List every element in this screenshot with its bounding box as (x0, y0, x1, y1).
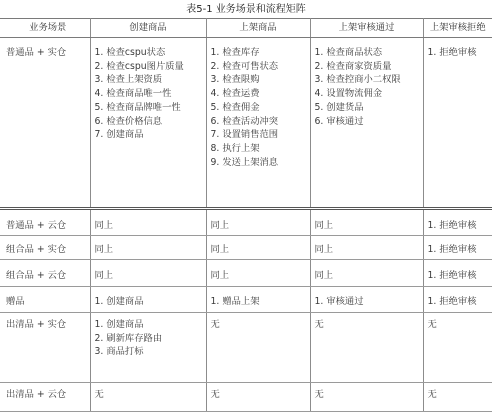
step-item: 同上 (94, 220, 114, 231)
step-item: 1. 创建商品 (94, 296, 144, 308)
step-item: 同上 (314, 243, 334, 255)
scenario-cell: 组合品 + 云仓 (0, 260, 90, 287)
step-list (95, 295, 206, 308)
table-cell (310, 287, 423, 313)
step-list (211, 269, 310, 282)
step-item: 无 (210, 318, 220, 330)
step-item: 无 (314, 318, 324, 330)
step-item: 2. 刷新库存路由 (94, 332, 163, 344)
step-item: 7. 设置销售范围 (210, 129, 279, 141)
step-item: 5. 检查商品牌唯一性 (94, 101, 181, 113)
step-item: 无 (427, 388, 437, 400)
table-cell (423, 312, 492, 382)
step-item: 2. 检查商家资质量 (314, 60, 392, 72)
table-cell (90, 382, 206, 411)
step-list (95, 318, 206, 359)
step-list (315, 295, 423, 308)
step-list (211, 318, 310, 331)
header-cell: 创建商品 (90, 19, 206, 38)
step-item: 3. 检查上架资质 (94, 74, 163, 86)
step-item: 4. 检查运费 (210, 88, 260, 100)
step-list (315, 46, 423, 128)
step-item: 1. 拒绝审核 (427, 270, 477, 282)
step-list (315, 219, 423, 232)
step-list (95, 243, 206, 256)
step-item: 3. 商品打标 (94, 346, 144, 358)
table-cell (310, 312, 423, 382)
table-cell (206, 312, 310, 382)
table-cell (206, 382, 310, 411)
step-list (95, 269, 206, 282)
step-list (428, 219, 492, 232)
step-item: 同上 (314, 270, 334, 282)
table-cell (310, 38, 423, 209)
table-row (0, 235, 492, 260)
step-item: 无 (314, 388, 324, 400)
table-cell (90, 235, 206, 260)
table-cell (90, 209, 206, 236)
step-list (315, 388, 423, 401)
step-item: 无 (210, 388, 220, 400)
step-item: 2. 检查可售状态 (210, 60, 279, 72)
table-cell (90, 38, 206, 209)
table-row (0, 312, 492, 382)
table-cell (423, 260, 492, 287)
step-item: 7. 创建商品 (94, 129, 144, 141)
scenario-cell: 出清品 + 云仓 (0, 382, 90, 411)
step-item: 无 (94, 388, 104, 400)
step-item: 同上 (314, 220, 334, 231)
table-cell (310, 260, 423, 287)
step-item: 1. 拒绝审核 (427, 243, 477, 255)
step-list (315, 269, 423, 282)
table-row (0, 382, 492, 411)
scenario-cell: 普通品 + 云仓 (0, 209, 90, 236)
step-item: 同上 (94, 243, 114, 255)
step-item: 同上 (210, 220, 230, 231)
header-cell: 上架审核拒绝 (423, 19, 492, 38)
table-cell (423, 287, 492, 313)
table-cell (206, 260, 310, 287)
step-list (211, 219, 310, 232)
step-item: 同上 (210, 243, 230, 255)
step-item: 1. 检查库存 (210, 47, 260, 58)
step-item: 1. 审核通过 (314, 296, 364, 308)
header-cell: 业务场景 (0, 19, 90, 38)
step-item: 1. 拒绝审核 (427, 220, 477, 231)
step-item: 3. 检查限购 (210, 74, 260, 86)
table-cell (90, 260, 206, 287)
step-item: 1. 拒绝审核 (427, 47, 477, 58)
step-item: 8. 执行上架 (210, 142, 260, 154)
step-item: 2. 检查cspu图片质量 (94, 60, 184, 72)
table-row (0, 209, 492, 236)
scenario-matrix-table (0, 18, 492, 412)
step-list (428, 269, 492, 282)
table-row (0, 287, 492, 313)
step-list (428, 46, 492, 59)
step-item: 9. 发送上架消息 (210, 156, 279, 168)
scenario-cell: 赠品 (0, 287, 90, 313)
step-list (428, 295, 492, 308)
table-cell (423, 209, 492, 236)
step-list (428, 243, 492, 256)
step-list (95, 219, 206, 232)
step-list (315, 243, 423, 256)
table-cell (206, 235, 310, 260)
step-item: 5. 创建货品 (314, 101, 364, 113)
step-item: 无 (427, 318, 437, 330)
step-list (95, 388, 206, 401)
table-row (0, 260, 492, 287)
step-item: 1. 赠品上架 (210, 296, 260, 308)
scenario-cell: 出清品 + 实仓 (0, 312, 90, 382)
step-item: 6. 检查价格信息 (94, 115, 163, 127)
step-item: 5. 检查佣金 (210, 101, 260, 113)
step-item: 1. 拒绝审核 (427, 296, 477, 308)
table-cell (90, 312, 206, 382)
table-row (0, 38, 492, 209)
table-cell (310, 209, 423, 236)
step-list (211, 295, 310, 308)
step-item: 6. 审核通过 (314, 115, 364, 127)
step-list (428, 318, 492, 331)
step-item: 1. 检查商品状态 (314, 47, 383, 58)
header-cell: 上架审核通过 (310, 19, 423, 38)
step-item: 3. 检查控商小二权限 (314, 74, 401, 86)
table-cell (206, 209, 310, 236)
table-cell (206, 287, 310, 313)
table-caption: 表5-1 业务场景和流程矩阵 (186, 4, 306, 15)
step-item: 同上 (210, 270, 230, 282)
step-list (211, 388, 310, 401)
step-item: 6. 检查活动冲突 (210, 115, 279, 127)
step-list (315, 318, 423, 331)
step-list (211, 243, 310, 256)
table-cell (310, 382, 423, 411)
table-cell (423, 235, 492, 260)
step-list (95, 46, 206, 141)
step-item: 1. 创建商品 (94, 318, 144, 330)
table-cell (206, 38, 310, 209)
header-row (0, 19, 492, 38)
step-list (211, 46, 310, 169)
step-item: 1. 检查cspu状态 (94, 47, 166, 58)
step-item: 4. 设置物流佣金 (314, 88, 383, 100)
table-cell (310, 235, 423, 260)
step-list (428, 388, 492, 401)
header-cell: 上架商品 (206, 19, 310, 38)
scenario-cell: 组合品 + 实仓 (0, 235, 90, 260)
step-item: 同上 (94, 270, 114, 282)
table-cell (90, 287, 206, 313)
step-item: 4. 检查商品唯一性 (94, 88, 172, 100)
table-cell (423, 382, 492, 411)
scenario-cell: 普通品 + 实仓 (0, 38, 90, 209)
table-cell (423, 38, 492, 209)
